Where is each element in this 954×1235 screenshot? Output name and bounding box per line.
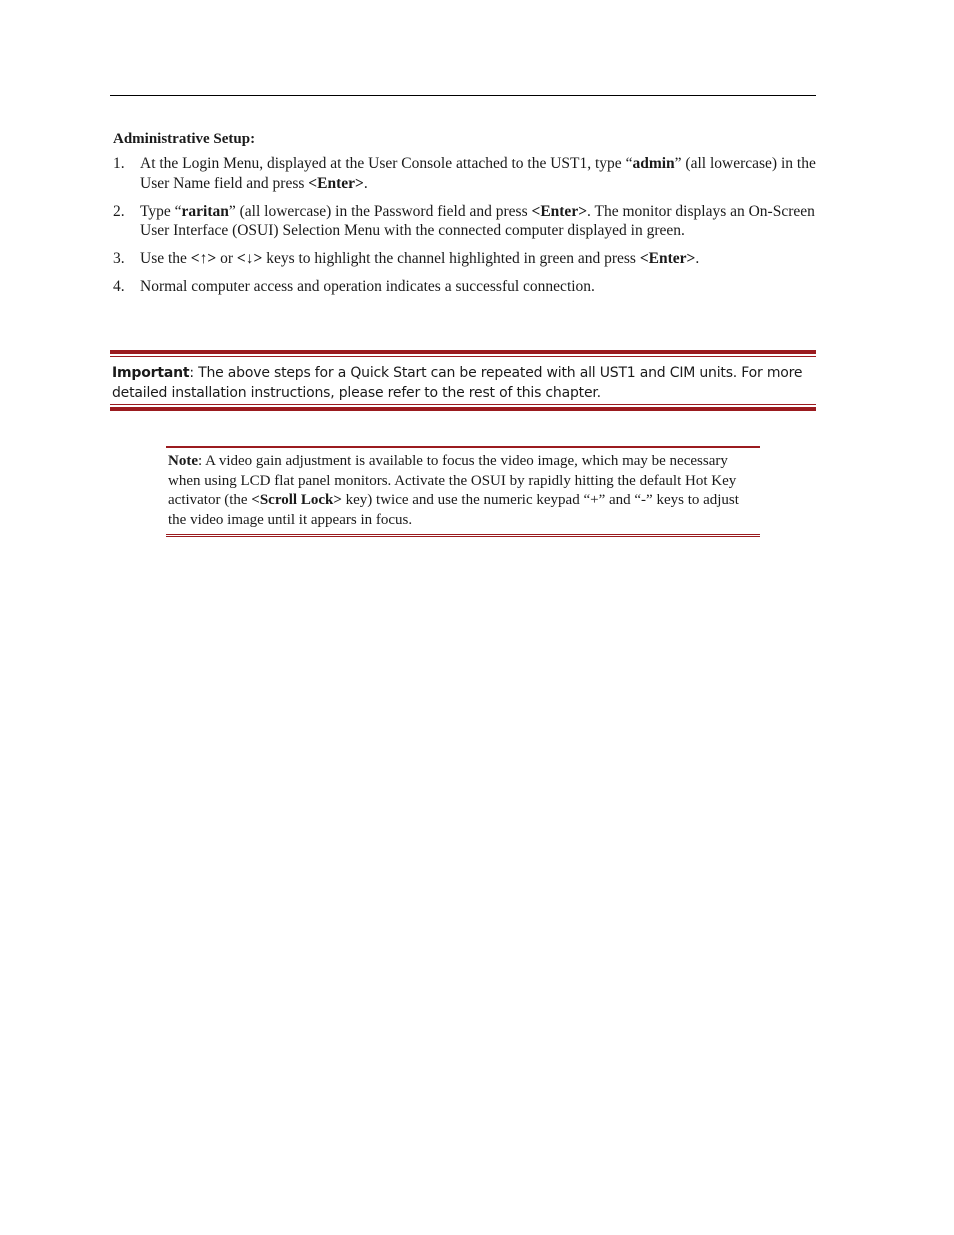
- note-rule: [166, 536, 760, 537]
- important-text: Important: The above steps for a Quick Start can be repeated with all UST1 and CIM units. For more detailed installation instructions, please refer to the rest of this chapter.: [112, 365, 803, 401]
- step-number: 1.: [113, 155, 125, 172]
- callout-rule: [110, 407, 816, 411]
- bold-term: <Enter>: [531, 202, 588, 220]
- step-item: [113, 277, 816, 297]
- bold-term: <Enter>: [308, 174, 364, 192]
- step-item: [113, 249, 816, 269]
- header-rule: [110, 95, 816, 96]
- step-number: 4.: [113, 278, 125, 296]
- important-callout: [110, 350, 816, 411]
- up-arrow-key: <↑>: [190, 250, 217, 268]
- section-heading: Administrative Setup:: [113, 131, 256, 147]
- setup-steps: [113, 154, 816, 306]
- bold-term: <Enter>: [639, 250, 696, 268]
- note-callout: [166, 446, 760, 537]
- note-text: Note: A video gain adjustment is available to focus the video image, which may be necessary when using LCD flat panel monitors. Activate the OSUI by rapidly hitting the default Hot Key activator (the <Scroll Lock> key) twice and use the numeric keypad “+” and “-” keys to adjust the video image until it appears in focus.: [168, 453, 739, 528]
- bold-term: <Scroll Lock>: [251, 492, 342, 509]
- callout-rule: [110, 404, 816, 405]
- note-rule: [166, 534, 760, 535]
- step-number: 3.: [113, 250, 125, 268]
- step-item: [113, 202, 816, 241]
- bold-term: raritan: [181, 202, 229, 220]
- callout-rule: [110, 350, 816, 354]
- note-label: Note: [168, 453, 198, 469]
- step-text: Type “raritan” (all lowercase) in the Password field and press <Enter>. The monitor displays an On-Screen User Interface (OSUI) Selection Menu with the connected computer displayed in green.: [140, 202, 815, 240]
- down-arrow-key: <↓>: [236, 250, 263, 268]
- step-text: Use the <↑> or <↓> keys to highlight the channel highlighted in green and press <Enter>.: [140, 250, 700, 268]
- step-number: 2.: [113, 202, 125, 220]
- bold-term: admin: [632, 155, 675, 172]
- important-label: Important: [112, 365, 190, 381]
- step-text: Normal computer access and operation indicates a successful connection.: [140, 278, 595, 296]
- step-text: At the Login Menu, displayed at the User Console attached to the UST1, type “admin” (all lowercase) in the User Name field and press <Enter>.: [140, 155, 816, 192]
- step-item: [113, 154, 816, 193]
